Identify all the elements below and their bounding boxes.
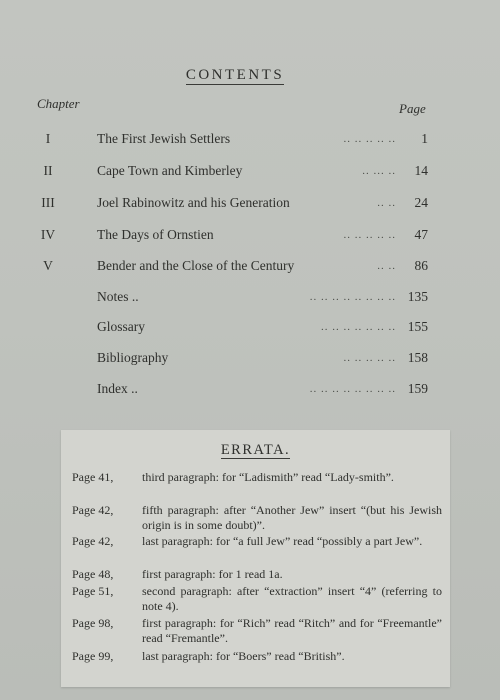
toc-page-number: 1 (421, 131, 428, 146)
toc-page-number: 155 (407, 319, 428, 334)
toc-leader-dots: .. .. .. .. .. (343, 352, 396, 364)
toc-chapter-title: Cape Town and Kimberley (97, 163, 243, 178)
errata-correction: fifth paragraph: after “Another Jew” insert “(but his Jewish origin is in some doubt)”. (142, 503, 442, 532)
toc-entry (0, 163, 500, 183)
errata-correction: last paragraph: for “a full Jew” read “possibly a part Jew”. (142, 534, 423, 548)
errata-page-ref: Page 98, (72, 616, 114, 630)
toc-page-number: 135 (407, 289, 428, 304)
toc-entry (0, 289, 500, 309)
contents-heading (0, 67, 470, 84)
errata-page-ref: Page 51, (72, 584, 114, 598)
toc-entry (0, 319, 500, 339)
toc-entry (0, 350, 500, 370)
errata-correction: first paragraph: for 1 read 1a. (142, 567, 283, 581)
toc-entry (0, 195, 500, 215)
errata-slip (61, 430, 450, 687)
errata-page-ref: Page 42, (72, 503, 114, 517)
toc-chapter-number: V (43, 258, 53, 273)
errata-correction: second paragraph: after “extraction” insert “4” (referring to note 4). (142, 584, 442, 613)
errata-page-ref: Page 99, (72, 649, 114, 663)
toc-leader-dots: .. .. (377, 260, 396, 272)
toc-leader-dots: .. .. .. .. .. .. .. .. (309, 291, 396, 303)
toc-page-number: 24 (414, 195, 428, 210)
errata-correction: last paragraph: for “Boers” read “British”. (142, 649, 345, 663)
contents-title-text: CONTENTS (185, 67, 285, 83)
errata-correction: third paragraph: for “Ladismith” read “Lady-smith”. (142, 470, 394, 484)
toc-leader-dots: .. .. .. .. .. .. .. (321, 321, 396, 333)
errata-page-ref: Page 41, (72, 470, 114, 484)
page-column-header: Page (399, 101, 426, 116)
errata-page-ref: Page 42, (72, 534, 114, 548)
errata-correction: first paragraph: for “Rich” read “Ritch” and for “Freemantle” read “Fremantle”. (142, 616, 442, 645)
toc-leader-dots: .. .. .. .. .. (343, 133, 396, 145)
toc-leader-dots: .. ... .. (362, 165, 396, 177)
toc-section-title: Notes .. (97, 289, 139, 304)
toc-entry (0, 381, 500, 401)
toc-leader-dots: .. .. .. .. .. (343, 229, 396, 241)
toc-chapter-number: III (41, 195, 55, 210)
toc-entry (0, 131, 500, 151)
toc-chapter-number: IV (40, 227, 56, 242)
toc-chapter-title: The Days of Ornstien (97, 227, 214, 242)
toc-section-title: Index .. (97, 381, 138, 396)
toc-chapter-number: II (43, 163, 53, 178)
toc-section-title: Bibliography (97, 350, 169, 365)
errata-page-ref: Page 48, (72, 567, 114, 581)
toc-page-number: 47 (414, 227, 428, 242)
toc-entry (0, 227, 500, 247)
errata-title-text: ERRATA. (220, 442, 291, 458)
toc-chapter-number: I (45, 131, 51, 146)
toc-page-number: 14 (414, 163, 428, 178)
toc-chapter-title: Bender and the Close of the Century (97, 258, 295, 273)
toc-page-number: 159 (407, 381, 428, 396)
errata-heading (61, 442, 450, 459)
toc-entry (0, 258, 500, 278)
toc-chapter-title: The First Jewish Settlers (97, 131, 231, 146)
toc-chapter-title: Joel Rabinowitz and his Generation (97, 195, 290, 210)
toc-leader-dots: .. .. .. .. .. .. .. .. (309, 383, 396, 395)
toc-page-number: 158 (407, 350, 428, 365)
toc-section-title: Glossary (97, 319, 145, 334)
toc-page-number: 86 (414, 258, 428, 273)
chapter-column-header: Chapter (37, 96, 80, 111)
toc-leader-dots: .. .. (377, 197, 396, 209)
